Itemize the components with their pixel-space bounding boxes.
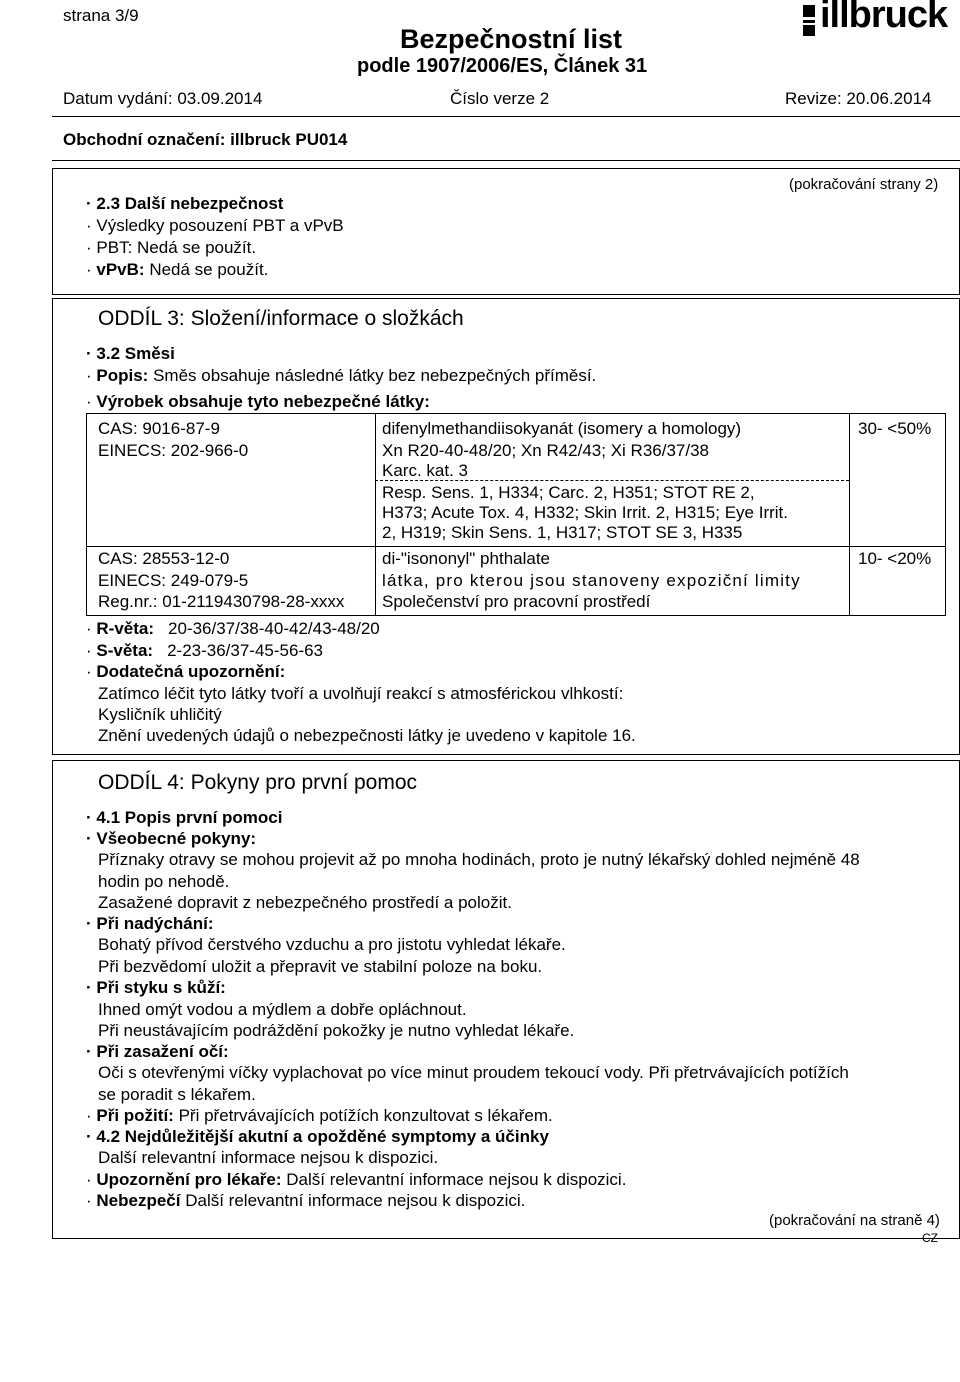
inhalation-text: Bohatý přívod čerstvého vzduchu a pro jistotu vyhledat lékaře.: [98, 935, 566, 954]
eye-contact-text: se poradit s lékařem.: [98, 1085, 256, 1104]
substance-classification: Xn R20-40-48/20; Xn R42/43; Xi R36/37/38: [382, 441, 709, 460]
continuation-to: (pokračování na straně 4): [769, 1212, 940, 1229]
einecs-number: EINECS: 202-966-0: [98, 441, 249, 460]
pbt-results-heading: · Výsledky posouzení PBT a vPvB: [86, 215, 344, 236]
version-number: Číslo verze 2: [450, 89, 550, 108]
header-divider: [52, 116, 960, 117]
logo-wordmark: illbruck: [820, 0, 948, 36]
substance-note: látka, pro kterou jsou stanoveny expoziční limity: [382, 571, 801, 590]
section-3-title: ODDÍL 3: Složení/informace o složkách: [98, 307, 464, 330]
additional-note: Znění uvedených údajů o nebezpečnosti látky je uvedeno v kapitole 16.: [98, 726, 636, 745]
inhalation-heading: · Při nadýchání:: [86, 913, 214, 934]
skin-contact-text: Ihned omýt vodou a mýdlem a dobře opláchnout.: [98, 1000, 467, 1019]
s-phrases: · S-věta: 2-23-36/37-45-56-63: [86, 640, 323, 661]
r-phrases: · R-věta: 20-36/37/38-40-42/43-48/20: [86, 618, 380, 639]
table-col-divider-1: [375, 413, 376, 615]
substance-name: difenylmethandiisokyanát (isomery a homology): [382, 419, 742, 438]
trade-name: Obchodní označení: illbruck PU014: [63, 130, 348, 149]
general-advice-text: hodin po nehodě.: [98, 872, 230, 891]
general-advice-text: Příznaky otravy se mohou projevit až po mnoha hodinách, proto je nutný lékařský dohled nejméně 48: [98, 850, 860, 869]
clp-classification: Resp. Sens. 1, H334; Carc. 2, H351; STOT RE 2,: [382, 483, 755, 502]
additional-note: Zatímco léčit tyto látky tvoří a uvolňují reakcí s atmosférickou vlhkostí:: [98, 684, 624, 703]
illbruck-logo: [800, 0, 960, 40]
page-number: strana 3/9: [63, 6, 139, 25]
section-4-1-heading: · 4.1 Popis první pomoci: [86, 807, 283, 828]
pbt-line: · PBT: Nedá se použít.: [86, 237, 256, 258]
eye-contact-text: Oči s otevřenými víčky vyplachovat po více minut proudem tekoucí vody. Při přetrvávajících potížích: [98, 1063, 849, 1082]
section-4-2-heading: · 4.2 Nejdůležitější akutní a opožděné symptomy a účinky: [86, 1126, 549, 1147]
vpvb-line: · vPvB: Nedá se použít.: [86, 259, 268, 280]
einecs-number: EINECS: 249-079-5: [98, 571, 249, 590]
document-title: Bezpečnostní list: [400, 24, 623, 54]
table-left-border: [86, 413, 87, 615]
general-advice-text: Zasažené dopravit z nebezpečného prostředí a položit.: [98, 893, 512, 912]
table-right-border: [945, 413, 946, 615]
clp-classification: 2, H319; Skin Sens. 1, H317; STOT SE 3, H335: [382, 523, 743, 542]
section-4-title: ODDÍL 4: Pokyny pro první pomoc: [98, 771, 418, 794]
general-advice-heading: · Všeobecné pokyny:: [86, 828, 256, 849]
clp-classification: H373; Acute Tox. 4, H332; Skin Irrit. 2, H315; Eye Irrit.: [382, 503, 788, 522]
description-line: · Popis: Směs obsahuje následné látky bez nebezpečných příměsí.: [86, 365, 596, 386]
table-top-border: [86, 413, 946, 414]
cas-number: CAS: 9016-87-9: [98, 419, 220, 438]
inhalation-text: Při bezvědomí uložit a přepravit ve stabilní poloze na boku.: [98, 957, 543, 976]
skin-contact-heading: · Při styku s kůží:: [86, 977, 226, 998]
language-code: CZ: [922, 1231, 938, 1245]
table-bottom-border: [86, 615, 946, 616]
concentration: 10- <20%: [858, 549, 932, 568]
hazardous-substances-heading: · Výrobek obsahuje tyto nebezpečné látky:: [86, 391, 430, 412]
registration-number: Reg.nr.: 01-2119430798-28-xxxx: [98, 592, 345, 611]
document-subtitle: podle 1907/2006/ES, Článek 31: [357, 55, 648, 77]
doctor-note-line: · Upozornění pro lékaře: Další relevantní informace nejsou k dispozici.: [86, 1169, 626, 1190]
mixtures-heading: · 3.2 Směsi: [86, 343, 175, 364]
eye-contact-heading: · Při zasažení očí:: [86, 1041, 229, 1062]
table-col-divider-2: [849, 413, 850, 615]
additional-notes-heading: · Dodatečná upozornění:: [86, 661, 285, 682]
substance-name: di-"isononyl" phthalate: [382, 549, 551, 568]
skin-contact-text: Při neustávajícím podráždění pokožky je nutno vyhledat lékaře.: [98, 1021, 575, 1040]
issue-date: Datum vydání: 03.09.2014: [63, 89, 263, 108]
table-row-divider: [86, 546, 946, 547]
additional-note: Kysličník uhličitý: [98, 705, 222, 724]
section-2-3-heading: · 2.3 Další nebezpečnost: [86, 193, 283, 214]
revision-date: Revize: 20.06.2014: [785, 89, 932, 108]
continuation-from: (pokračování strany 2): [789, 176, 939, 193]
cas-number: CAS: 28553-12-0: [98, 549, 230, 568]
hazard-line: · Nebezpečí Další relevantní informace nejsou k dispozici.: [86, 1190, 525, 1211]
concentration: 30- <50%: [858, 419, 932, 438]
substance-note: Společenství pro pracovní prostředí: [382, 592, 651, 611]
symptoms-text: Další relevantní informace nejsou k dispozici.: [98, 1148, 439, 1167]
trade-name-divider: [52, 160, 960, 161]
substance-classification: Karc. kat. 3: [382, 461, 468, 480]
ingestion-line: · Při požití: Při přetrvávajících potížích konzultovat s lékařem.: [86, 1105, 553, 1126]
